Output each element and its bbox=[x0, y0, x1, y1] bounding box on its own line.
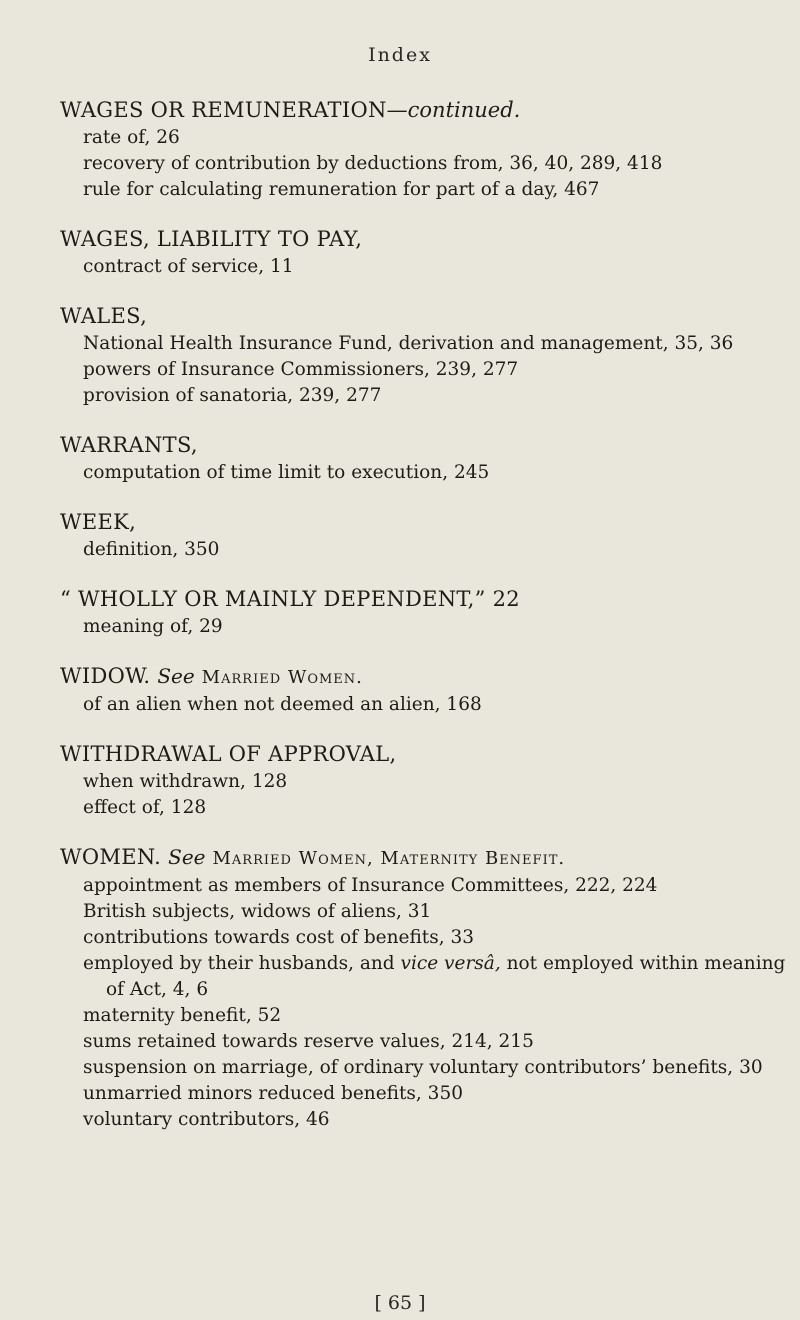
subentry: British subjects, widows of aliens, 31 bbox=[83, 901, 432, 922]
subentry: definition, 350 bbox=[83, 539, 220, 560]
subentry: when withdrawn, 128 bbox=[83, 771, 288, 792]
index-entry bbox=[60, 96, 790, 203]
subentry: effect of, 128 bbox=[83, 797, 207, 818]
subentry: National Health Insurance Fund, derivation and management, 35, 36 bbox=[83, 333, 734, 354]
index-entries bbox=[60, 96, 790, 1155]
entry-heading-text: WIDOW. bbox=[60, 664, 151, 688]
index-entry bbox=[60, 302, 790, 409]
subentry: computation of time limit to execution, 245 bbox=[83, 462, 490, 483]
index-entry bbox=[60, 508, 790, 563]
entry-heading bbox=[60, 662, 790, 692]
entry-heading: WAGES, LIABILITY TO PAY, bbox=[60, 227, 363, 251]
subentry: contract of service, 11 bbox=[83, 256, 294, 277]
subentry-text: employed by their husbands, and bbox=[83, 953, 401, 974]
entry-heading: WALES, bbox=[60, 304, 148, 328]
running-head: Index bbox=[368, 44, 432, 66]
index-entry bbox=[60, 585, 790, 640]
index-entry bbox=[60, 740, 790, 821]
subentry: suspension on marriage, of ordinary voluntary contributors’ benefits, 30 bbox=[83, 1057, 763, 1078]
entry-heading: “ WHOLLY OR MAINLY DEPENDENT,” 22 bbox=[60, 587, 520, 611]
entry-heading bbox=[60, 843, 790, 873]
subentry: meaning of, 29 bbox=[83, 616, 223, 637]
entry-heading bbox=[60, 96, 790, 125]
subentry: provision of sanatoria, 239, 277 bbox=[83, 385, 382, 406]
cross-reference: Married Women. bbox=[201, 667, 363, 688]
subentry: voluntary contributors, 46 bbox=[83, 1109, 330, 1130]
index-entry bbox=[60, 662, 790, 718]
see-label: See bbox=[157, 664, 195, 688]
subentry: rate of, 26 bbox=[83, 127, 180, 148]
entry-heading: WITHDRAWAL OF APPROVAL, bbox=[60, 742, 397, 766]
index-entry bbox=[60, 843, 790, 1133]
entry-heading: WARRANTS, bbox=[60, 433, 198, 457]
subentry: appointment as members of Insurance Committees, 222, 224 bbox=[83, 875, 658, 896]
subentry bbox=[60, 951, 790, 1003]
subentry: recovery of contribution by deductions from, 36, 40, 289, 418 bbox=[83, 153, 663, 174]
entry-heading-text: WOMEN. bbox=[60, 845, 162, 869]
subentry: maternity benefit, 52 bbox=[83, 1005, 282, 1026]
page-number: [ 65 ] bbox=[374, 1292, 426, 1314]
subentry-italic: vice versâ, bbox=[400, 953, 501, 974]
entry-heading-text: WAGES OR REMUNERATION bbox=[60, 98, 387, 122]
subentry: powers of Insurance Commissioners, 239, 277 bbox=[83, 359, 519, 380]
see-label: See bbox=[168, 845, 206, 869]
subentry: unmarried minors reduced benefits, 350 bbox=[83, 1083, 463, 1104]
index-entry bbox=[60, 431, 790, 486]
subentry-text: not employed within meaning of Act, 4, 6 bbox=[106, 953, 786, 1000]
subentry: rule for calculating remuneration for part of a day, 467 bbox=[83, 179, 600, 200]
subentry: sums retained towards reserve values, 214, 215 bbox=[83, 1031, 534, 1052]
entry-heading: WEEK, bbox=[60, 510, 137, 534]
cross-reference: Married Women, Maternity Benefit. bbox=[212, 848, 566, 869]
subentry: contributions towards cost of benefits, 33 bbox=[83, 927, 475, 948]
entry-heading-continued: —continued. bbox=[386, 98, 521, 122]
subentry: of an alien when not deemed an alien, 168 bbox=[83, 694, 482, 715]
index-entry bbox=[60, 225, 790, 280]
